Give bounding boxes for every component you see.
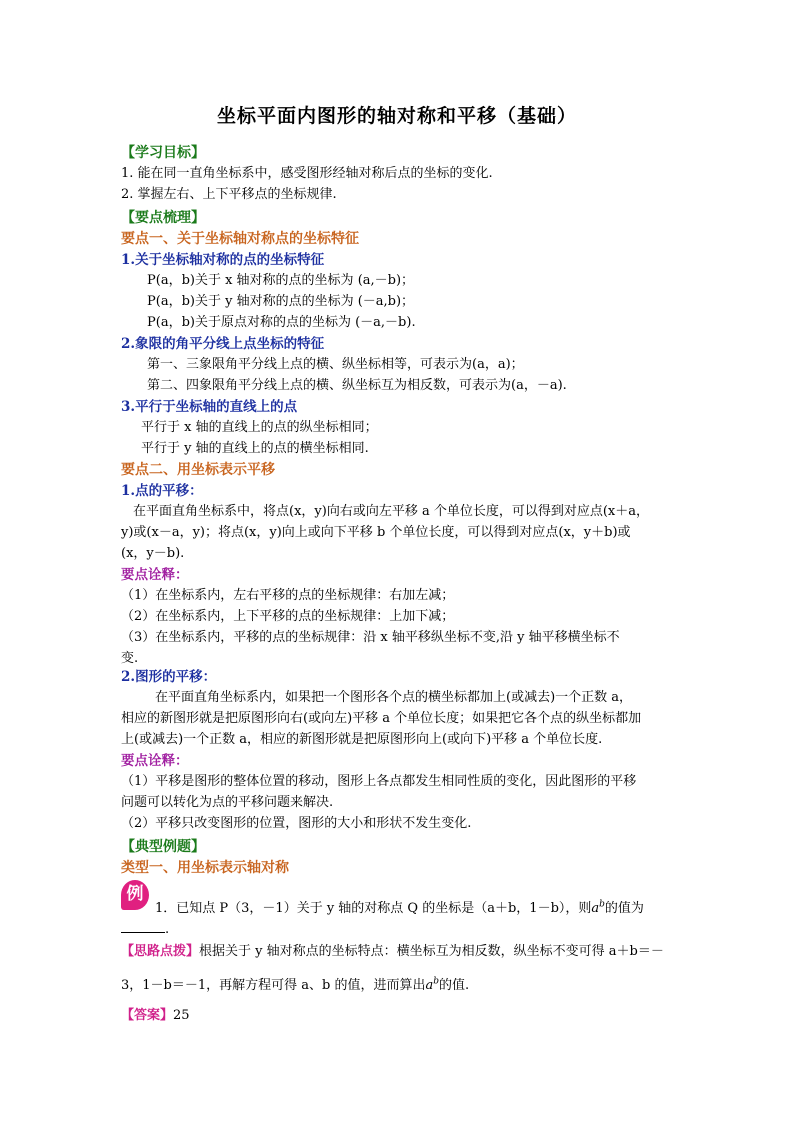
point1-sub2-line-2: 第二、四象限角平分线上点的横、纵坐标互为相反数，可表示为(a，－a). <box>147 378 567 393</box>
examples-heading: 【典型例题】 <box>121 839 205 855</box>
hint-base: a <box>425 978 434 993</box>
hint-exponent: b <box>433 976 440 987</box>
point2-sub2-line-2: 相应的新图形就是把原图形向右(或向左)平移 a 个单位长度；如果把它各个点的纵坐标都加 <box>121 711 642 726</box>
answer-value: 25 <box>173 1008 190 1023</box>
hint-text-1: 根据关于 y 轴对称点的坐标特点：横坐标互为相反数，纵坐标不变可得 a＋b＝－ <box>199 944 664 959</box>
question-1 <box>155 899 644 919</box>
point1-sub3-heading: 3.平行于坐标轴的直线上的点 <box>121 399 298 415</box>
point2-note1-heading: 要点诠释： <box>121 567 189 583</box>
point2-note2-line-3: （2）平移只改变图形的位置，图形的大小和形状不发生变化. <box>121 816 472 831</box>
answer-line <box>121 1006 190 1026</box>
point1-sub1-line-1: P(a，b)关于 x 轴对称的点的坐标为 (a,－b)； <box>147 273 415 288</box>
example-badge-icon: 例 <box>121 880 149 910</box>
point1-sub2-line-1: 第一、三象限角平分线上点的横、纵坐标相等，可表示为(a，a)； <box>147 357 524 372</box>
summary-heading: 【要点梳理】 <box>121 210 205 226</box>
answer-blank <box>121 920 165 933</box>
point1-heading: 要点一、关于坐标轴对称点的坐标特征 <box>121 231 359 247</box>
goal-item-2: 2. 掌握左右、上下平移点的坐标规律. <box>121 187 337 202</box>
point2-note1-line-4: 变. <box>121 651 139 666</box>
goals-heading: 【学习目标】 <box>121 145 205 161</box>
point2-note1-line-3: （3）在坐标系内，平移的点的坐标规律：沿 x 轴平移纵坐标不变,沿 y 轴平移横坐标不 <box>121 630 620 645</box>
answer-label: 【答案】 <box>121 1008 174 1023</box>
point2-heading: 要点二、用坐标表示平移 <box>121 462 275 478</box>
point2-sub2-heading: 2.图形的平移： <box>121 669 217 685</box>
point2-sub2-line-3: 上(或减去)一个正数 a，相应的新图形就是把原图形向上(或向下)平移 a 个单位长度. <box>121 732 603 747</box>
point1-sub3-line-1: 平行于 x 轴的直线上的点的纵坐标相同； <box>141 420 378 435</box>
hint-label: 【思路点拨】 <box>121 944 200 959</box>
page-title: 坐标平面内图形的轴对称和平移（基础） <box>216 105 577 127</box>
hint-text-2-pre: 3，1－b＝－1，再解方程可得 a、b 的值，进而算出 <box>121 978 426 993</box>
goal-item-1: 1. 能在同一直角坐标系中，感受图形经轴对称后点的坐标的变化. <box>121 166 493 181</box>
hint-text-2-post: 的值. <box>439 978 470 993</box>
question-1-answer-blank <box>121 920 169 940</box>
point1-sub1-line-3: P(a，b)关于原点对称的点的坐标为 (－a,－b). <box>147 315 416 330</box>
hint-line-2 <box>121 976 469 996</box>
point2-sub1-heading: 1.点的平移： <box>121 483 203 499</box>
question-1-end: 的值为 <box>604 901 644 916</box>
point2-sub2-line-1: 在平面直角坐标系内，如果把一个图形各个点的横坐标都加上(或减去)一个正数 a， <box>155 690 633 705</box>
example-type1-heading: 类型一、用坐标表示轴对称 <box>121 860 289 876</box>
point2-sub1-line-1: 在平面直角坐标系中，将点(x，y)向右或向左平移 a 个单位长度，可以得到对应点(x＋a， <box>133 504 649 519</box>
point2-sub1-line-3: (x，y－b). <box>121 546 185 561</box>
question-1-exponent: b <box>599 899 605 910</box>
point1-sub3-line-2: 平行于 y 轴的直线上的点的横坐标相同. <box>141 441 369 456</box>
hint-line-1 <box>121 942 664 962</box>
point1-sub1-line-2: P(a，b)关于 y 轴对称的点的坐标为 (－a,b)； <box>147 294 415 309</box>
point2-sub1-line-2: y)或(x－a，y)；将点(x，y)向上或向下平移 b 个单位长度，可以得到对应点(x，y＋b)或 <box>121 525 631 540</box>
point2-note1-line-1: （1）在坐标系内，左右平移的点的坐标规律：右加左减； <box>121 588 455 603</box>
question-1-tail: . <box>165 922 170 937</box>
question-1-text: 1．已知点 P（3，－1）关于 y 轴的对称点 Q 的坐标是（a＋b，1－b），则 <box>155 901 592 916</box>
question-1-base: a <box>591 901 600 916</box>
point1-sub1-heading: 1.关于坐标轴对称的点的坐标特征 <box>121 252 325 268</box>
point2-note1-line-2: （2）在坐标系内，上下平移的点的坐标规律：上加下减； <box>121 609 455 624</box>
point2-note2-line-2: 问题可以转化为点的平移问题来解决. <box>121 795 334 810</box>
point2-note2-line-1: （1）平移是图形的整体位置的移动，图形上各点都发生相同性质的变化，因此图形的平移 <box>121 774 637 789</box>
point2-note2-heading: 要点诠释： <box>121 753 189 769</box>
point1-sub2-heading: 2.象限的角平分线上点坐标的特征 <box>121 336 325 352</box>
